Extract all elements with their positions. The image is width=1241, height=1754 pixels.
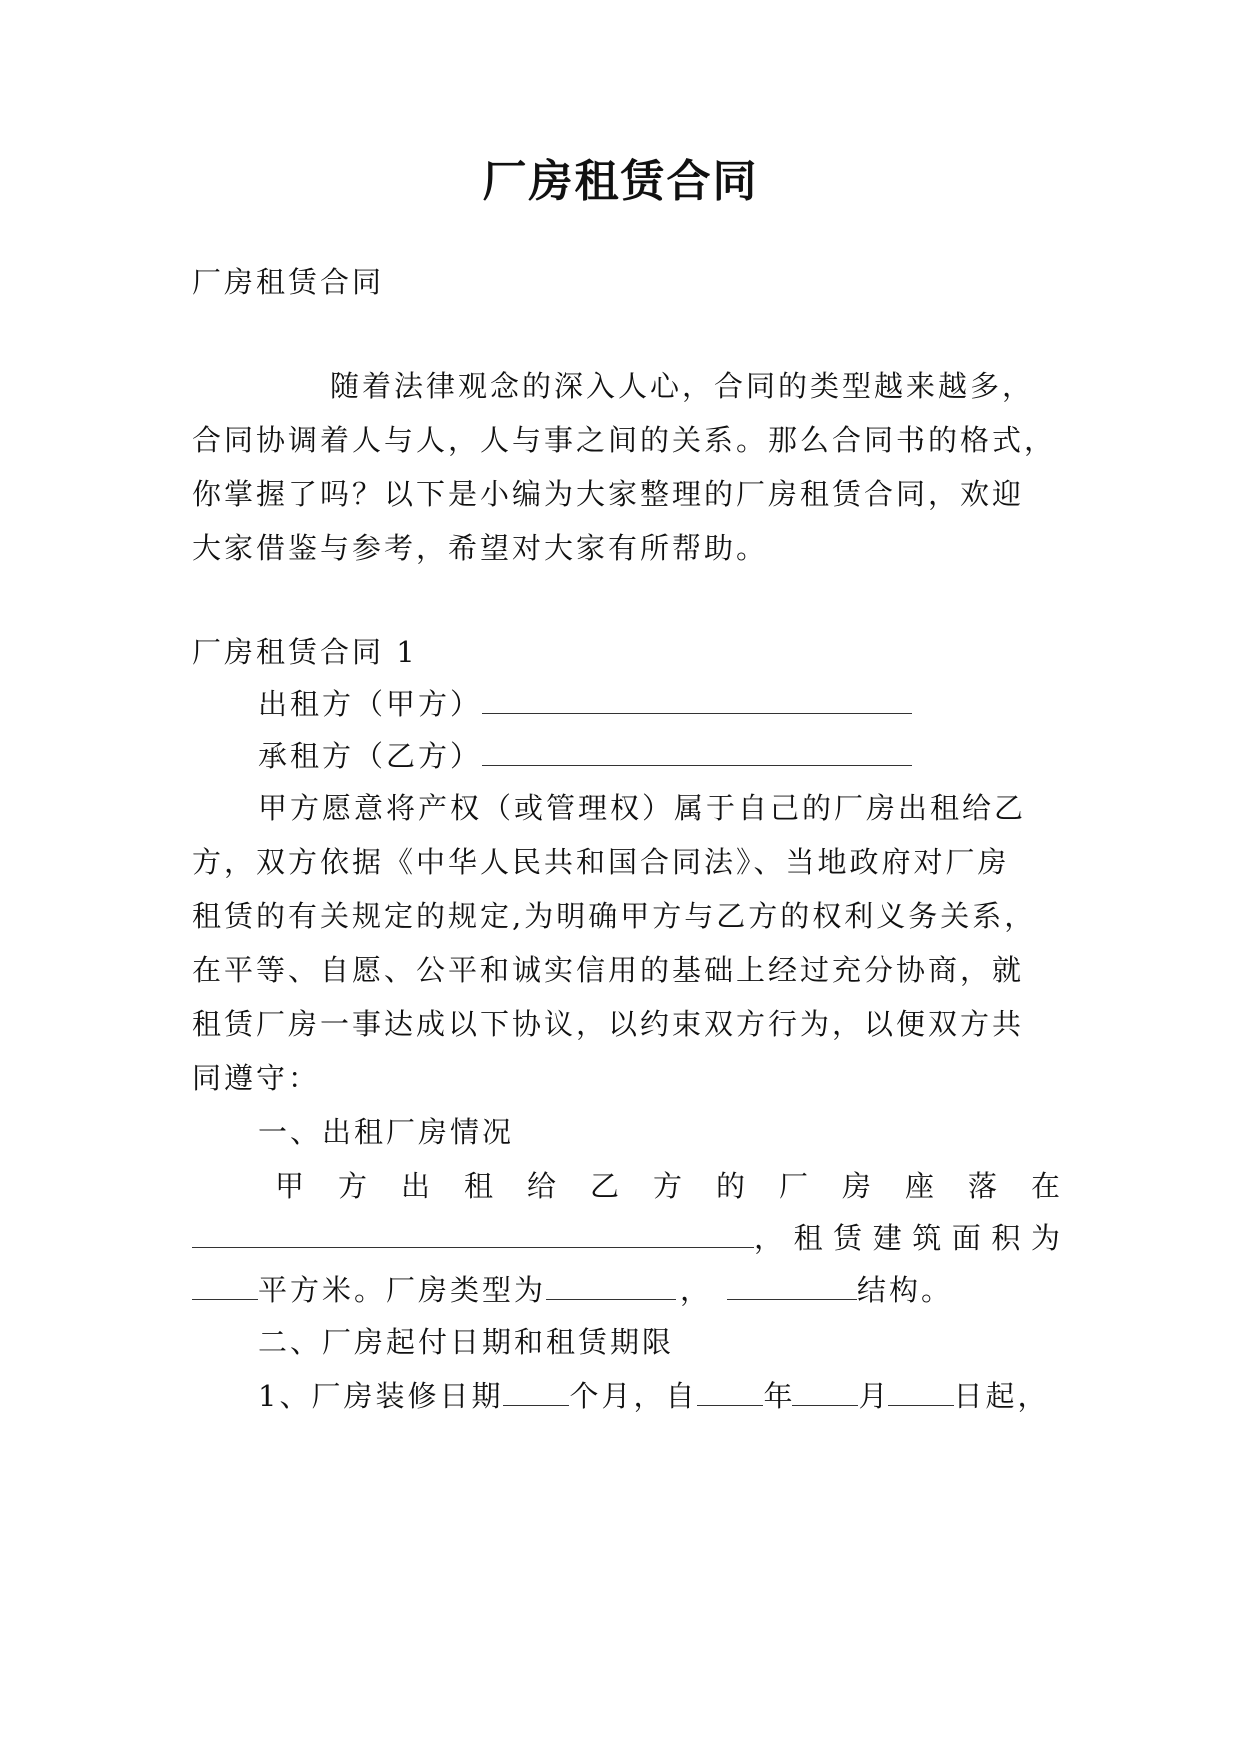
clause-1-e: 日起， [953,1379,1050,1413]
lessee-label: 承租方（乙方） [258,739,483,773]
preamble-line-5: 租赁厂房一事达成以下协议，以约束双方行为，以便双方共 [192,1007,1025,1041]
type-blank [546,1271,676,1300]
lessee-row [258,736,1126,776]
lessee-blank [482,737,912,766]
intro-line-2: 合同协调着人与人，人与事之间的关系。那么合同书的格式， [192,423,1057,457]
preamble-line-6: 同遵守： [192,1061,321,1095]
document-subtitle: 厂房租赁合同 [192,265,385,299]
section1-line-3-b: ， [680,1273,710,1307]
clause-1-b: 个月，自 [569,1379,698,1413]
fitout-months-blank [503,1377,569,1406]
area-blank [192,1271,258,1300]
section1-line-3 [192,1270,1060,1310]
contract-heading: 厂房租赁合同 1 [192,635,418,669]
lessor-label: 出租方（甲方） [258,687,483,721]
preamble-line-1: 甲方愿意将产权（或管理权）属于自己的厂房出租给乙 [258,791,1027,825]
section1-line-2 [192,1218,1060,1258]
preamble-line-4: 在平等、自愿、公平和诚实信用的基础上经过充分协商，就 [192,953,1025,987]
intro-line-3: 你掌握了吗？以下是小编为大家整理的厂房租赁合同，欢迎 [192,477,1025,511]
section1-heading: 一、出租厂房情况 [258,1115,515,1149]
intro-line-4: 大家借鉴与参考，希望对大家有所帮助。 [192,531,769,565]
clause-1-c: 年 [763,1379,793,1413]
document-title: 厂房租赁合同 [482,156,759,207]
day-blank [888,1377,954,1406]
clause-1-a: 1、厂房装修日期 [258,1379,504,1413]
lessor-blank [482,685,912,714]
section2-heading: 二、厂房起付日期和租赁期限 [258,1325,675,1359]
section1-line-3-a: 平方米。厂房类型为 [258,1273,547,1307]
preamble-line-2: 方，双方依据《中华人民共和国合同法》、当地政府对厂房 [192,845,1010,879]
section1-line-2-text: ，租赁建筑面积为 [754,1221,1060,1255]
month-blank [792,1377,858,1406]
lessor-row [258,684,1126,724]
structure-blank [727,1271,857,1300]
intro-line-1: 随着法律观念的深入人心，合同的类型越来越多， [330,369,1035,403]
section1-line-3-c: 结构。 [857,1273,954,1307]
location-blank [192,1219,754,1248]
clause-1 [258,1376,1068,1416]
section1-line-1: 甲方出租给乙方的厂房座落在 [275,1169,1060,1203]
year-blank [697,1377,763,1406]
clause-1-d: 月 [858,1379,888,1413]
preamble-line-3: 租赁的有关规定的规定,为明确甲方与乙方的权利义务关系， [192,899,1037,933]
